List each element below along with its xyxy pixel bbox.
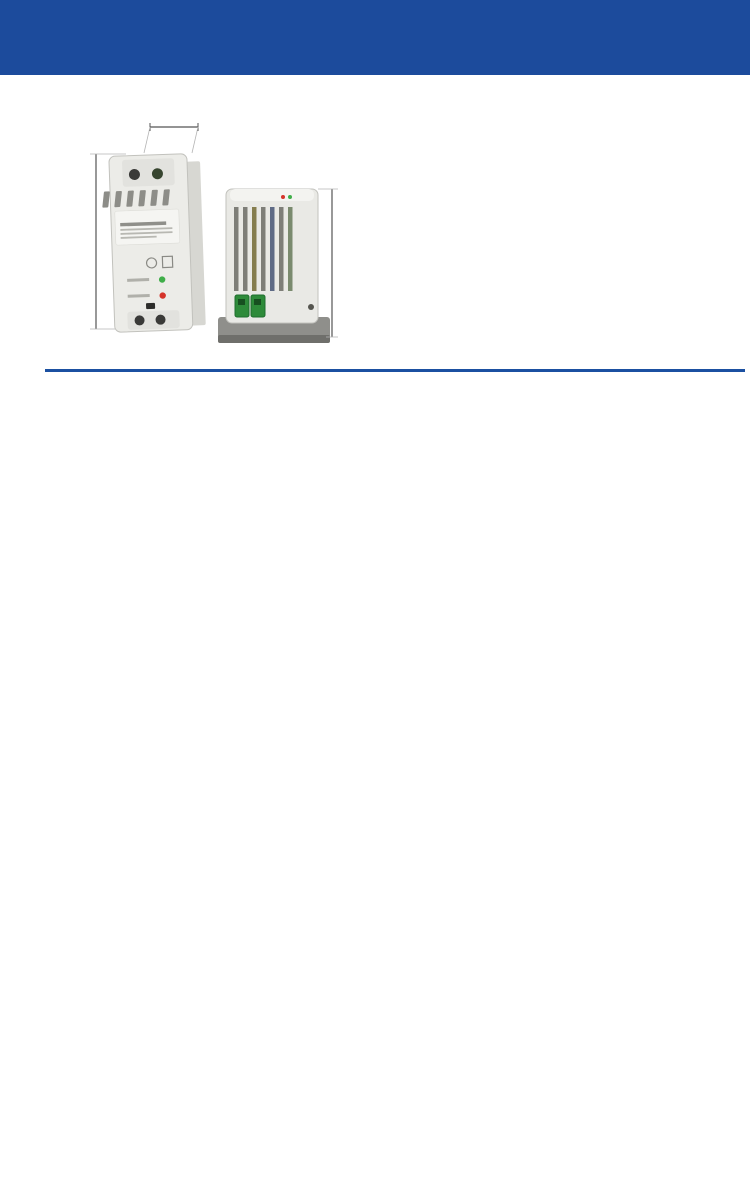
- specs-heading: [25, 369, 745, 372]
- heading-rule: [45, 369, 745, 372]
- product-image: [30, 97, 385, 357]
- device-label-panel: [115, 209, 180, 245]
- page-banner: [0, 0, 750, 75]
- dimension-width: [144, 123, 198, 153]
- dimension-depth: [318, 189, 338, 337]
- front-device: [100, 153, 205, 332]
- product-section: [0, 75, 750, 357]
- adjust-trimmer: [146, 303, 155, 309]
- side-device: [218, 189, 330, 343]
